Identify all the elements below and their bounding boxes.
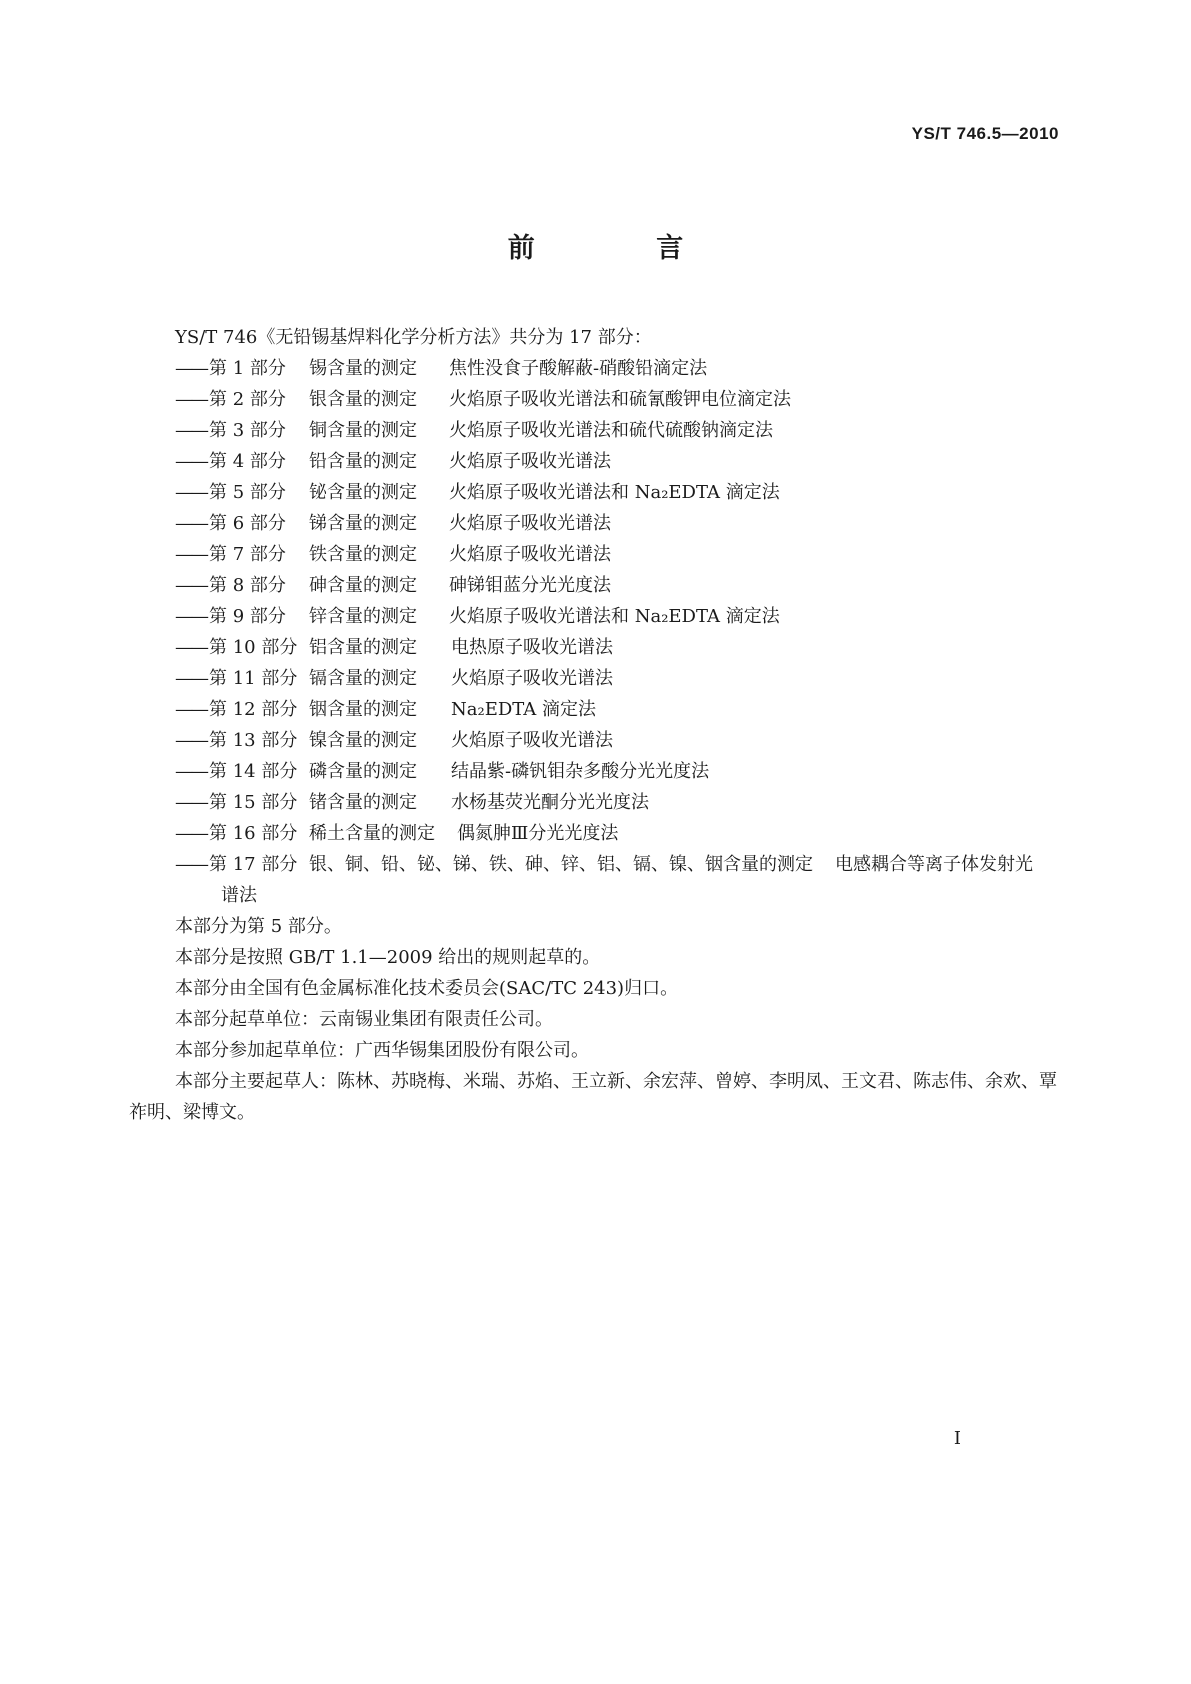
list-item xyxy=(129,446,1069,477)
part-subject: 锌含量的测定 xyxy=(309,606,417,627)
list-dash: —— xyxy=(175,823,207,844)
part-method: 砷锑钼蓝分光光度法 xyxy=(449,575,611,596)
part-number: 第 12 部分 xyxy=(209,699,298,720)
intro-paragraph: YS/T 746《无铅锡基焊料化学分析方法》共分为 17 部分： xyxy=(175,327,652,348)
list-item xyxy=(129,725,1069,756)
list-dash: —— xyxy=(175,699,207,720)
part-subject: 锡含量的测定 xyxy=(309,358,417,379)
list-item xyxy=(129,663,1069,694)
part-method-continuation: 谱法 xyxy=(221,885,257,906)
list-dash: —— xyxy=(175,637,207,658)
foreword-body xyxy=(129,322,1069,1128)
list-dash: —— xyxy=(175,730,207,751)
statement-drafting-rules: 本部分是按照 GB/T 1.1—2009 给出的规则起草的。 xyxy=(175,947,601,968)
part-subject: 磷含量的测定 xyxy=(309,761,417,782)
part-subject: 铅含量的测定 xyxy=(309,451,417,472)
part-method: 火焰原子吸收光谱法和 Na₂EDTA 滴定法 xyxy=(449,606,780,627)
list-dash: —— xyxy=(175,606,207,627)
list-dash: —— xyxy=(175,513,207,534)
list-item xyxy=(129,849,1069,880)
part-method: 焦性没食子酸解蔽-硝酸铅滴定法 xyxy=(449,358,708,379)
statement-drafting-unit: 本部分起草单位：云南锡业集团有限责任公司。 xyxy=(175,1009,553,1030)
part-subject: 铜含量的测定 xyxy=(309,420,417,441)
list-item xyxy=(129,787,1069,818)
part-number: 第 11 部分 xyxy=(209,668,298,689)
part-method: 火焰原子吸收光谱法 xyxy=(451,730,613,751)
list-item xyxy=(129,353,1069,384)
part-number: 第 16 部分 xyxy=(209,823,298,844)
part-method: 火焰原子吸收光谱法和硫代硫酸钠滴定法 xyxy=(449,420,773,441)
part-subject: 稀土含量的测定 xyxy=(309,823,435,844)
part-method: 火焰原子吸收光谱法 xyxy=(449,451,611,472)
list-item xyxy=(129,570,1069,601)
part-number: 第 17 部分 xyxy=(209,854,298,875)
list-dash: —— xyxy=(175,668,207,689)
list-item xyxy=(129,477,1069,508)
part-method: 火焰原子吸收光谱法和硫氰酸钾电位滴定法 xyxy=(449,389,791,410)
statement-participating-unit: 本部分参加起草单位：广西华锡集团股份有限公司。 xyxy=(175,1040,589,1061)
part-number: 第 4 部分 xyxy=(209,451,286,472)
list-dash: —— xyxy=(175,389,207,410)
list-item xyxy=(129,756,1069,787)
statement-committee: 本部分由全国有色金属标准化技术委员会(SAC/TC 243)归口。 xyxy=(175,978,679,999)
part-method: 水杨基荧光酮分光光度法 xyxy=(451,792,649,813)
statement-drafters: 本部分主要起草人：陈林、苏晓梅、米瑞、苏焰、王立新、余宏萍、曾婷、李明凤、王文君、陈志伟、余欢、覃祚明、梁博文。 xyxy=(129,1071,1057,1123)
part-number: 第 5 部分 xyxy=(209,482,286,503)
part-subject: 砷含量的测定 xyxy=(309,575,417,596)
standard-number: YS/T 746.5—2010 xyxy=(911,124,1059,143)
page-title: 前 言 xyxy=(507,233,740,264)
part-method: 偶氮胂Ⅲ分光光度法 xyxy=(457,823,619,844)
part-number: 第 1 部分 xyxy=(209,358,286,379)
list-dash: —— xyxy=(175,420,207,441)
list-item xyxy=(129,539,1069,570)
list-dash: —— xyxy=(175,482,207,503)
list-dash: —— xyxy=(175,451,207,472)
part-number: 第 15 部分 xyxy=(209,792,298,813)
list-item xyxy=(129,601,1069,632)
list-dash: —— xyxy=(175,358,207,379)
list-item xyxy=(129,508,1069,539)
part-subject: 银、铜、铅、铋、锑、铁、砷、锌、铝、镉、镍、铟含量的测定 xyxy=(309,854,813,875)
list-item xyxy=(129,632,1069,663)
part-method: 火焰原子吸收光谱法和 Na₂EDTA 滴定法 xyxy=(449,482,780,503)
part-number: 第 6 部分 xyxy=(209,513,286,534)
parts-list xyxy=(129,353,1069,911)
list-item xyxy=(129,694,1069,725)
part-number: 第 9 部分 xyxy=(209,606,286,627)
list-item xyxy=(129,415,1069,446)
list-dash: —— xyxy=(175,792,207,813)
part-method: 火焰原子吸收光谱法 xyxy=(451,668,613,689)
part-subject: 银含量的测定 xyxy=(309,389,417,410)
part-subject: 镍含量的测定 xyxy=(309,730,417,751)
part-method: Na₂EDTA 滴定法 xyxy=(451,699,597,720)
part-method: 电热原子吸收光谱法 xyxy=(451,637,613,658)
part-method: 火焰原子吸收光谱法 xyxy=(449,513,611,534)
part-number: 第 10 部分 xyxy=(209,637,298,658)
part-number: 第 3 部分 xyxy=(209,420,286,441)
part-subject: 锑含量的测定 xyxy=(309,513,417,534)
part-subject: 铝含量的测定 xyxy=(309,637,417,658)
part-method: 结晶紫-磷钒钼杂多酸分光光度法 xyxy=(451,761,710,782)
part-number: 第 13 部分 xyxy=(209,730,298,751)
part-number: 第 7 部分 xyxy=(209,544,286,565)
part-number: 第 8 部分 xyxy=(209,575,286,596)
part-subject: 铁含量的测定 xyxy=(309,544,417,565)
part-subject: 镉含量的测定 xyxy=(309,668,417,689)
part-number: 第 14 部分 xyxy=(209,761,298,782)
list-dash: —— xyxy=(175,761,207,782)
part-method: 电感耦合等离子体发射光 xyxy=(835,854,1033,875)
part-number: 第 2 部分 xyxy=(209,389,286,410)
list-item xyxy=(129,818,1069,849)
list-dash: —— xyxy=(175,544,207,565)
part-subject: 锗含量的测定 xyxy=(309,792,417,813)
part-subject: 铟含量的测定 xyxy=(309,699,417,720)
list-dash: —— xyxy=(175,854,207,875)
part-subject: 铋含量的测定 xyxy=(309,482,417,503)
part-method: 火焰原子吸收光谱法 xyxy=(449,544,611,565)
statement-part-number: 本部分为第 5 部分。 xyxy=(175,916,342,937)
list-item xyxy=(129,384,1069,415)
page-number: I xyxy=(953,1428,961,1449)
list-dash: —— xyxy=(175,575,207,596)
